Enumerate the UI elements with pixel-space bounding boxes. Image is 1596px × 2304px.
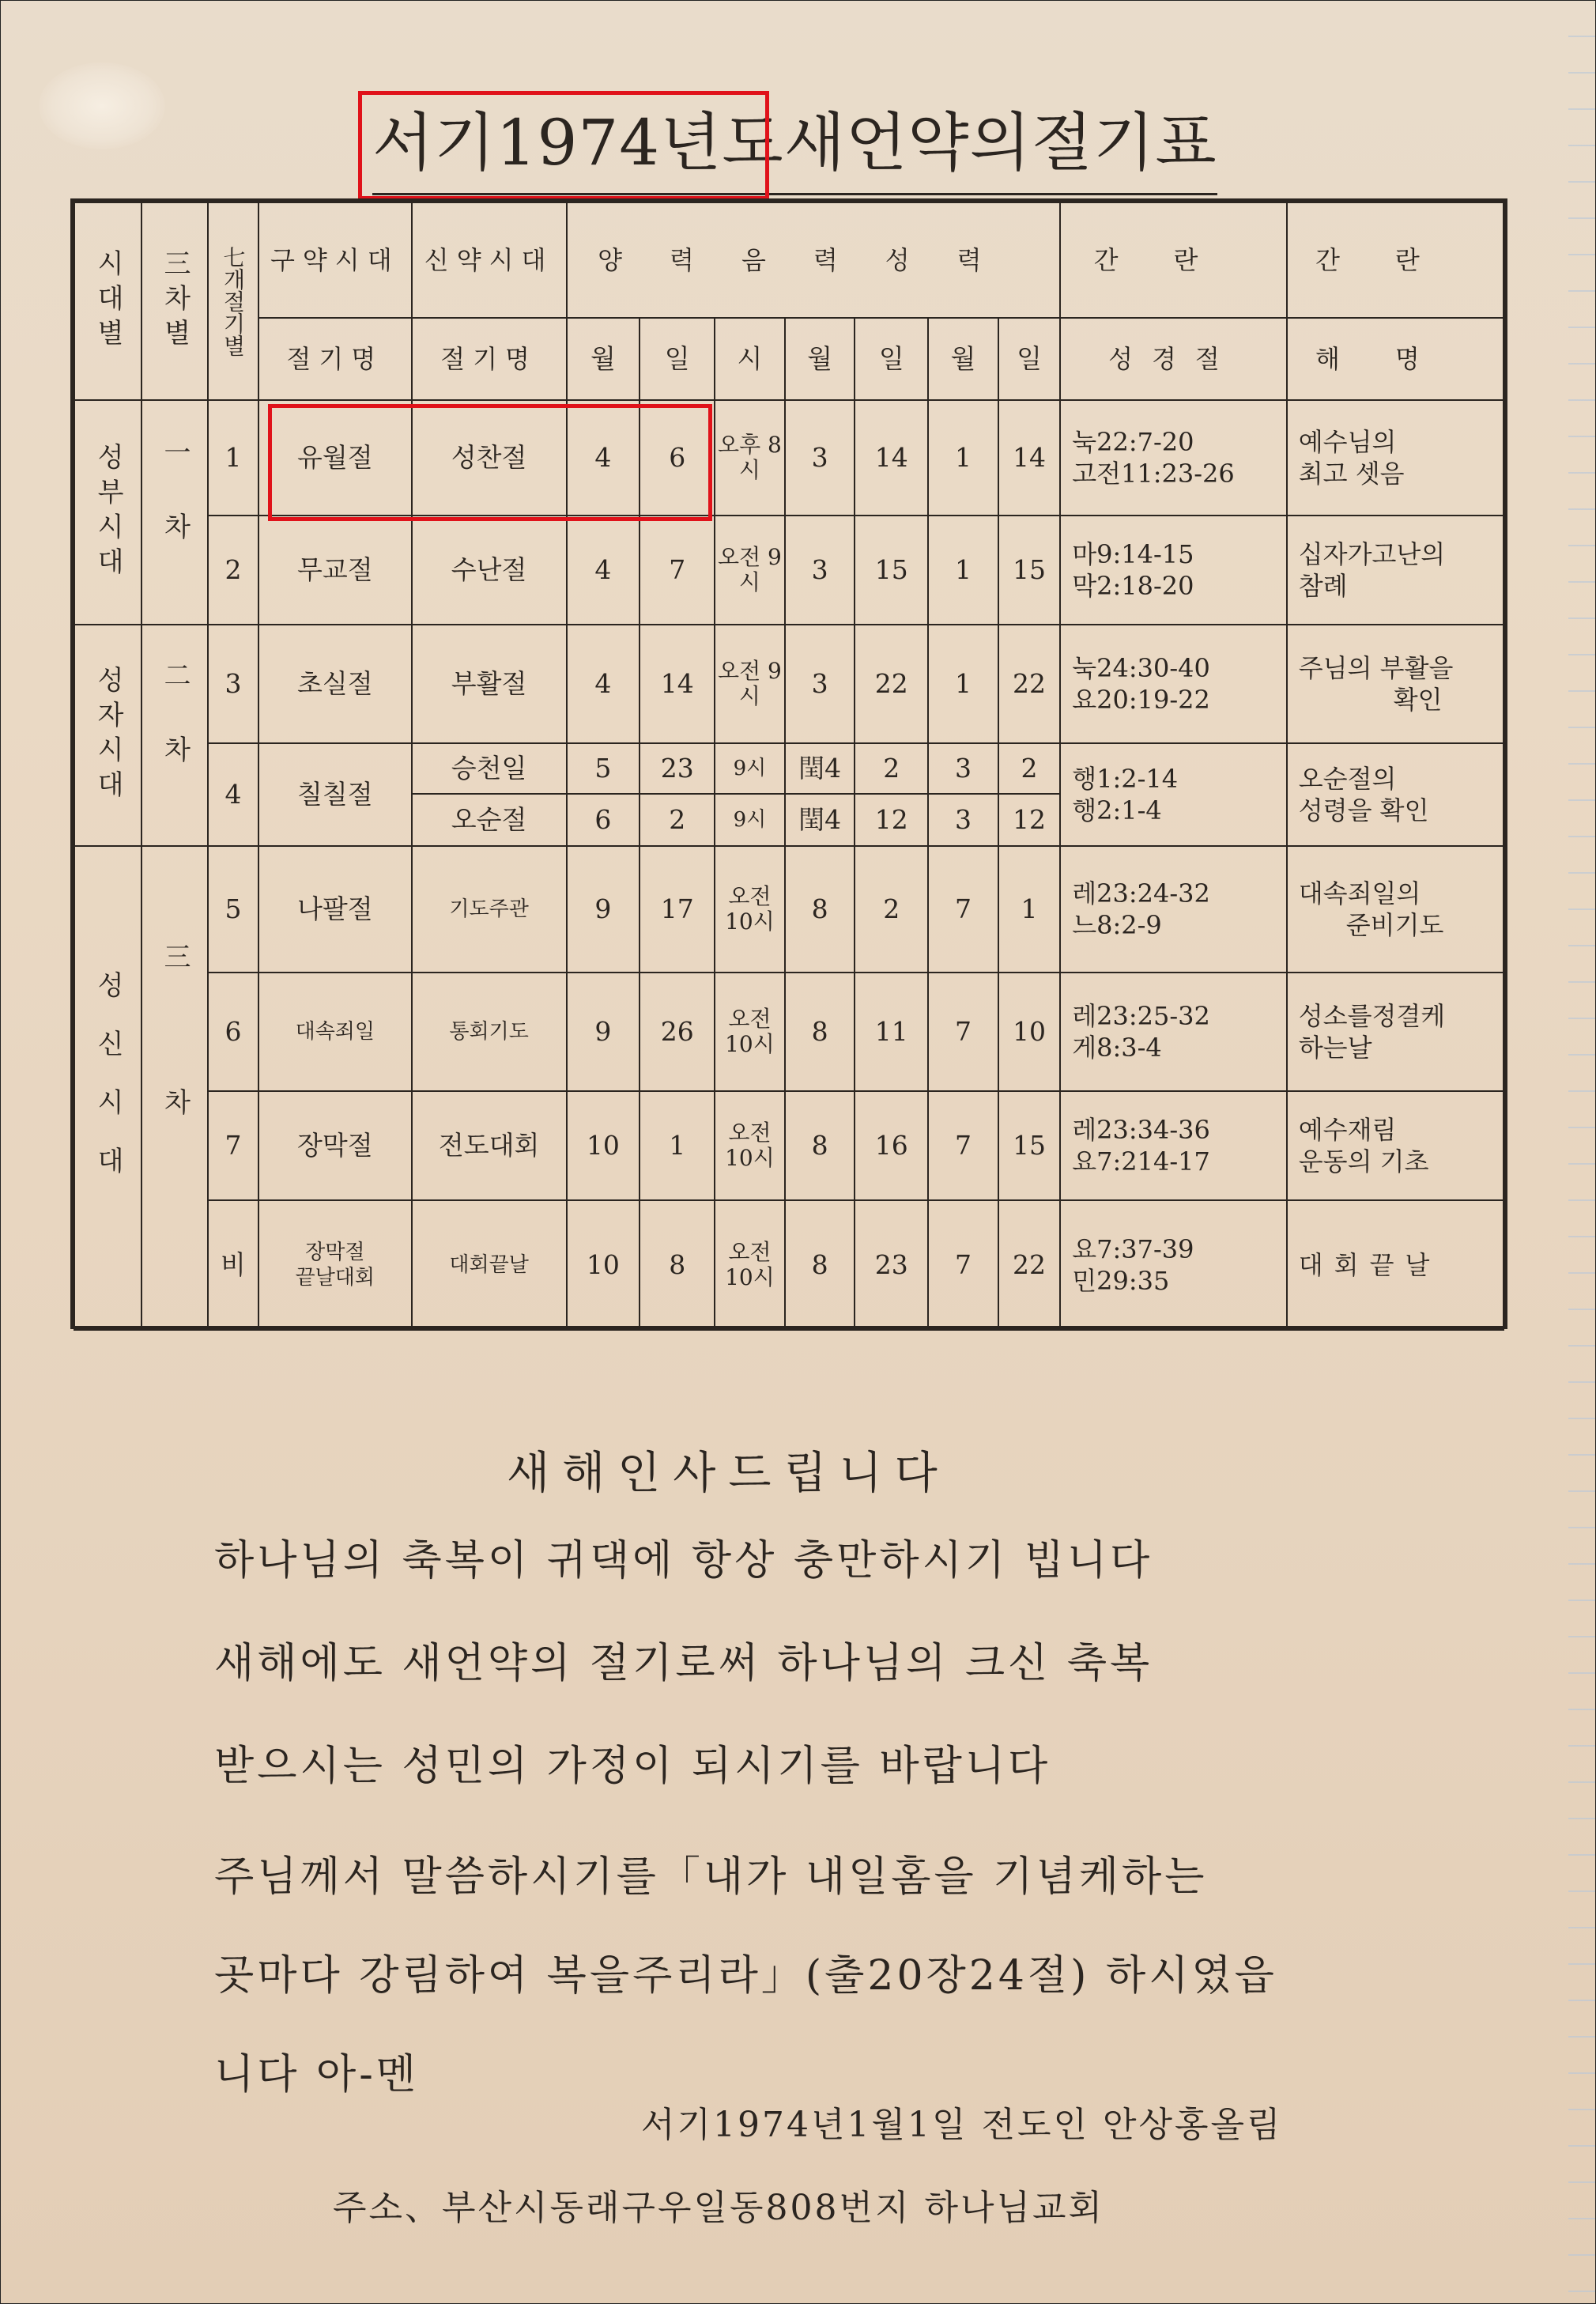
row-number: 4 [208,743,258,846]
solar-day: 7 [640,516,715,625]
explanation-cell: 예수재림 운동의 기초 [1287,1091,1504,1200]
header-seven-feasts: 七개절기별 [208,202,258,400]
ot-feast: 칠칠절 [258,743,412,846]
sacred-month: 3 [928,794,998,846]
letter-line: 새해에도 새언약의 절기로써 하나님의 크신 축복 [214,1640,1153,1687]
table-row [74,1091,1504,1200]
lunar-day: 16 [855,1091,928,1200]
header-era: 시대별 [74,202,141,400]
lunar-day: 12 [855,794,928,846]
explanation-cell: 십자가고난의 참례 [1287,516,1504,625]
header-solar-day: 일 [640,318,715,400]
lunar-day: 2 [855,743,928,794]
sacred-day: 15 [998,516,1060,625]
scripture-cell: 요7:37-39 민29:35 [1060,1200,1287,1330]
solar-month: 4 [567,625,640,743]
letter-line: 니다 아-멘 [214,2051,420,2098]
header-lunar-month: 월 [785,318,855,400]
header-concise-2: 간란 [1287,202,1504,318]
solar-hour: 오전 10시 [715,1091,785,1200]
era-son: 성자시대 [74,625,141,846]
nt-feast: 통회기도 [412,973,567,1091]
scripture-cell: 레23:24-32 느8:2-9 [1060,846,1287,973]
sacred-month: 7 [928,973,998,1091]
header-sacred-day: 일 [998,318,1060,400]
solar-month: 9 [567,973,640,1091]
row-number: 5 [208,846,258,973]
nt-feast: 전도대회 [412,1091,567,1200]
table-row [74,1200,1504,1330]
row-number: 3 [208,625,258,743]
header-stage: 三차별 [141,202,209,400]
lunar-day: 23 [855,1200,928,1330]
sacred-day: 22 [998,1200,1060,1330]
lunar-day: 15 [855,516,928,625]
scripture-cell: 레23:34-36 요7:214-17 [1060,1091,1287,1200]
header-concise-1: 간란 [1060,202,1287,318]
era-father: 성부시대 [74,400,141,625]
sacred-day: 15 [998,1091,1060,1200]
greeting-title: 새해인사드립니다 [507,1448,950,1499]
explanation-cell: 오순절의 성령을 확인 [1287,743,1504,846]
explanation-cell: 성소를정결케 하는날 [1287,973,1504,1091]
sacred-day: 2 [998,743,1060,794]
row-number: 1 [208,400,258,516]
nt-feast: 부활절 [412,625,567,743]
title-year-highlight-box [358,91,769,200]
stage-second: 二차 [141,625,209,846]
header-explanation: 해명 [1287,318,1504,400]
solar-hour: 오전 10시 [715,973,785,1091]
stage-third: 三차 [141,846,209,1330]
table-row [74,625,1504,743]
solar-month: 4 [567,400,640,516]
solar-day: 23 [640,743,715,794]
address-line: 주소、부산시동래구우일동808번지 하나님교회 [333,2188,1105,2228]
scripture-cell: 눅24:30-40 요20:19-22 [1060,625,1287,743]
solar-hour: 오전 10시 [715,1200,785,1330]
row-number: 비 [208,1200,258,1330]
row-number: 2 [208,516,258,625]
scripture-cell: 레23:25-32 게8:3-4 [1060,973,1287,1091]
title-rest: 새언약의절기표 [783,106,1217,179]
ot-feast: 장막절 [258,1091,412,1200]
explanation-cell: 대속죄일의 준비기도 [1287,846,1504,973]
lunar-day: 2 [855,846,928,973]
signature-line: 서기1974년1월1일 전도인 안상홍올림 [641,2105,1283,2145]
header-scripture: 성경절 [1060,318,1287,400]
lunar-day: 22 [855,625,928,743]
letter-line: 하나님의 축복이 귀댁에 항상 충만하시기 빕니다 [214,1537,1153,1584]
sacred-day: 10 [998,973,1060,1091]
sacred-month: 7 [928,846,998,973]
lunar-month: 8 [785,1091,855,1200]
ot-feast: 유월절 [258,400,412,516]
lunar-month: 閏4 [785,743,855,794]
stage-first: 一차 [141,400,209,625]
notebook-grid-edge [1568,1,1595,2303]
sacred-month: 1 [928,400,998,516]
solar-day: 8 [640,1200,715,1330]
lunar-month: 3 [785,625,855,743]
lunar-month: 8 [785,846,855,973]
header-feast-name-nt: 절기명 [412,318,567,400]
nt-feast: 대회끝날 [412,1200,567,1330]
ot-feast: 무교절 [258,516,412,625]
header-sacred-month: 월 [928,318,998,400]
era-holy-spirit: 성신시대 [74,846,141,1330]
letter-line: 곳마다 강림하여 복을주리라」(출20장24절) 하시였읍 [214,1952,1277,2000]
nt-feast: 승천일 [412,743,567,794]
solar-hour: 오전 9시 [715,516,785,625]
sacred-day: 1 [998,846,1060,973]
sacred-month: 7 [928,1091,998,1200]
nt-feast: 기도주관 [412,846,567,973]
ot-feast: 장막절 끝날대회 [258,1200,412,1330]
table-row [74,973,1504,1091]
nt-feast: 성찬절 [412,400,567,516]
lunar-month: 閏4 [785,794,855,846]
solar-month: 4 [567,516,640,625]
letter-line: 주님께서 말씀하시기를「내가 내일홈을 기념케하는 [214,1853,1208,1901]
solar-hour: 오전 10시 [715,846,785,973]
paper-stain [39,62,165,149]
letter-line: 받으시는 성민의 가정이 되시기를 바랍니다 [214,1743,1051,1790]
lunar-day: 11 [855,973,928,1091]
table-row [74,846,1504,973]
scripture-cell: 눅22:7-20 고전11:23-26 [1060,400,1287,516]
sacred-month: 7 [928,1200,998,1330]
solar-hour: 9시 [715,743,785,794]
sacred-day: 12 [998,794,1060,846]
sacred-month: 1 [928,516,998,625]
solar-hour: 오전 9시 [715,625,785,743]
solar-day: 17 [640,846,715,973]
solar-hour: 오후 8시 [715,400,785,516]
solar-day: 6 [640,400,715,516]
header-solar-month: 월 [567,318,640,400]
sacred-day: 22 [998,625,1060,743]
sacred-month: 3 [928,743,998,794]
nt-feast: 오순절 [412,794,567,846]
lunar-month: 3 [785,400,855,516]
lunar-month: 8 [785,1200,855,1330]
lunar-day: 14 [855,400,928,516]
scripture-cell: 마9:14-15 막2:18-20 [1060,516,1287,625]
solar-month: 5 [567,743,640,794]
header-solar-hour: 시 [715,318,785,400]
header-nt-era: 신약시대 [412,202,567,318]
solar-month: 9 [567,846,640,973]
sacred-day: 14 [998,400,1060,516]
row-number: 7 [208,1091,258,1200]
first-feast-highlight-box [268,404,712,521]
header-ot-era: 구약시대 [258,202,412,318]
solar-day: 26 [640,973,715,1091]
solar-day: 2 [640,794,715,846]
feast-table [70,198,1507,1329]
explanation-cell: 대회끝날 [1287,1200,1504,1330]
nt-feast: 수난절 [412,516,567,625]
lunar-month: 8 [785,973,855,1091]
ot-feast: 대속죄일 [258,973,412,1091]
ot-feast: 나팔절 [258,846,412,973]
table-row [74,516,1504,625]
solar-hour: 9시 [715,794,785,846]
table-row [74,743,1504,794]
explanation-cell: 주님의 부활을 확인 [1287,625,1504,743]
ot-feast: 초실절 [258,625,412,743]
header-feast-name-ot: 절기명 [258,318,412,400]
header-calendars: 양력음력성력 [567,202,1061,318]
header-lunar-day: 일 [855,318,928,400]
title-year: 서기1974년도 [372,106,784,179]
lunar-month: 3 [785,516,855,625]
row-number: 6 [208,973,258,1091]
solar-month: 10 [567,1091,640,1200]
solar-day: 1 [640,1091,715,1200]
sacred-month: 1 [928,625,998,743]
scripture-cell: 행1:2-14 행2:1-4 [1060,743,1287,846]
solar-month: 10 [567,1200,640,1330]
solar-day: 14 [640,625,715,743]
explanation-cell: 예수님의 최고 셋음 [1287,400,1504,516]
solar-month: 6 [567,794,640,846]
